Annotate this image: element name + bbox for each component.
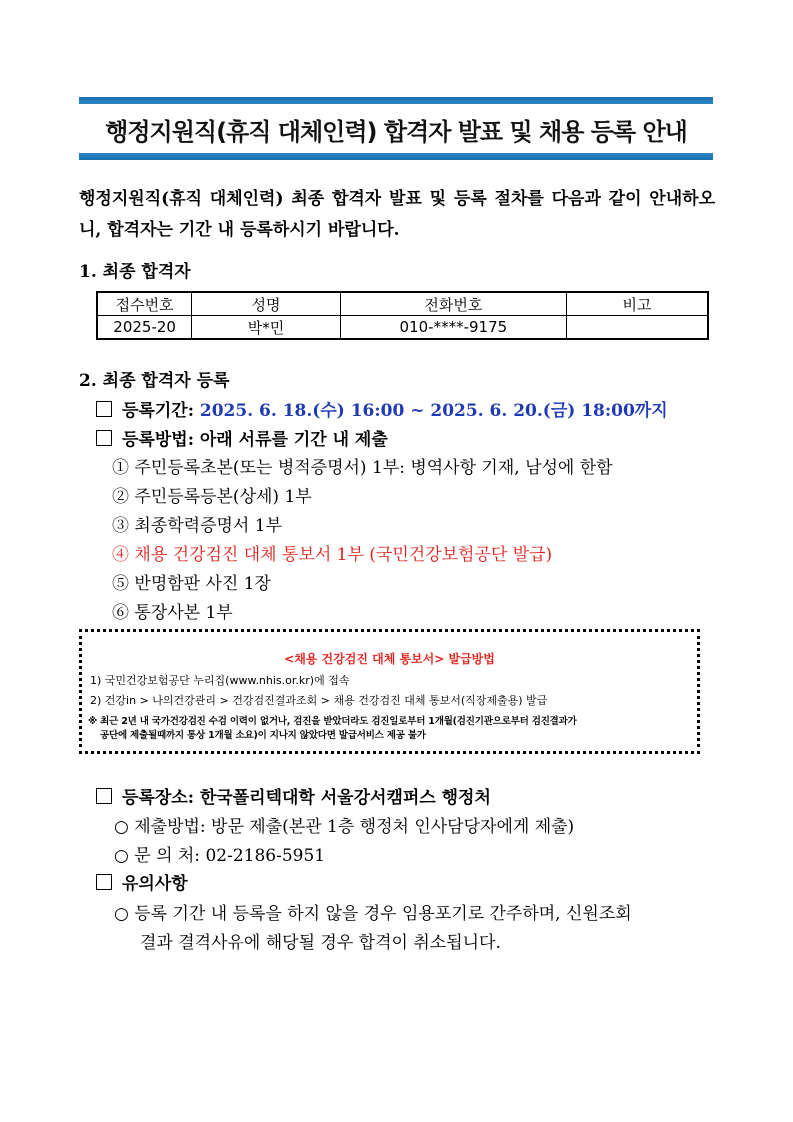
title-bar-bottom: [79, 153, 713, 160]
caution-text-line-2: 결과 결격사유에 해당될 경우 합격이 취소됩니다.: [140, 933, 501, 953]
notice-step-1: 1) 국민건강보험공단 누리집(www.nhis.or.kr)에 접속: [90, 674, 350, 687]
intro-paragraph: 행정지원직(휴직 대체인력) 최종 합격자 발표 및 등록 절차를 다음과 같이 안내하오니, 합격자는 기간 내 등록하시기 바랍니다.: [79, 189, 715, 240]
col-header-name: 성명: [192, 292, 340, 316]
cell-receipt-no: 2025-20: [97, 316, 192, 340]
caution-label: 유의사항: [122, 874, 188, 894]
submit-method: ○ 제출방법: 방문 제출(본관 1층 행정처 인사담당자에게 제출): [114, 817, 575, 837]
table-header-row: [97, 292, 708, 316]
section1-heading: 1. 최종 합격자: [79, 262, 191, 282]
document-item: ⑤ 반명함판 사진 1장: [112, 574, 271, 594]
col-header-phone: 전화번호: [340, 292, 566, 316]
place-label: 등록장소: 한국폴리텍대학 서울강서캠퍼스 행정처: [122, 788, 491, 808]
method-label: 등록방법: 아래 서류를 기간 내 제출: [122, 430, 388, 450]
contact-line: ○ 문 의 처: 02-2186-5951: [114, 846, 326, 866]
checkbox-square-icon: [96, 430, 112, 446]
document-item: ② 주민등록등본(상세) 1부: [112, 487, 312, 507]
notice-note-line-1: ※ 최근 2년 내 국가건강검진 수검 이력이 없거나, 검진을 받았더라도 검진일로부터 1개월(검진기관으로부터 검진결과가: [88, 716, 577, 727]
finalists-table: [96, 291, 709, 340]
cell-phone: 010-****-9175: [340, 316, 566, 340]
period-value: 2025. 6. 18.(수) 16:00 ~ 2025. 6. 20.(금) 18:00까지: [199, 401, 668, 421]
page-title: 행정지원직(휴직 대체인력) 합격자 발표 및 채용 등록 안내: [105, 117, 687, 146]
caution-heading-line: [96, 869, 188, 894]
cell-remarks: [567, 316, 708, 340]
checkbox-square-icon: [96, 401, 112, 417]
notice-step-2: 2) 건강in > 나의건강관리 > 건강검진결과조회 > 채용 건강검진 대체 통보서(직장제출용) 발급: [90, 694, 548, 707]
col-header-remarks: 비고: [567, 292, 708, 316]
table-row: [97, 316, 708, 340]
document-item: ⑥ 통장사본 1부: [112, 603, 233, 623]
checkbox-square-icon: [96, 788, 112, 804]
checkbox-square-icon: [96, 874, 112, 890]
notice-box: [79, 629, 700, 754]
period-line: [96, 396, 668, 421]
document-item: ① 주민등록초본(또는 병적증명서) 1부: 병역사항 기재, 남성에 한함: [112, 458, 613, 478]
title-bar-top: [79, 97, 713, 104]
place-line: [96, 783, 491, 808]
section2-heading: 2. 최종 합격자 등록: [79, 371, 230, 391]
notice-note-line-2: 공단에 제출될때까지 통상 1개월 소요)이 지나지 않았다면 발급서비스 제공 불가: [100, 730, 426, 741]
period-label: 등록기간:: [122, 401, 194, 421]
caution-text-line-1: ○ 등록 기간 내 등록을 하지 않을 경우 임용포기로 간주하며, 신원조회: [114, 904, 632, 924]
document-item: ③ 최종학력증명서 1부: [112, 516, 282, 536]
col-header-receipt-no: 접수번호: [97, 292, 192, 316]
notice-box-title: <채용 건강검진 대체 통보서> 발급방법: [284, 652, 495, 666]
cell-name: 박*민: [192, 316, 340, 340]
method-line: [96, 425, 388, 450]
document-item-highlighted: ④ 채용 건강검진 대체 통보서 1부 (국민건강보험공단 발급): [112, 545, 553, 565]
